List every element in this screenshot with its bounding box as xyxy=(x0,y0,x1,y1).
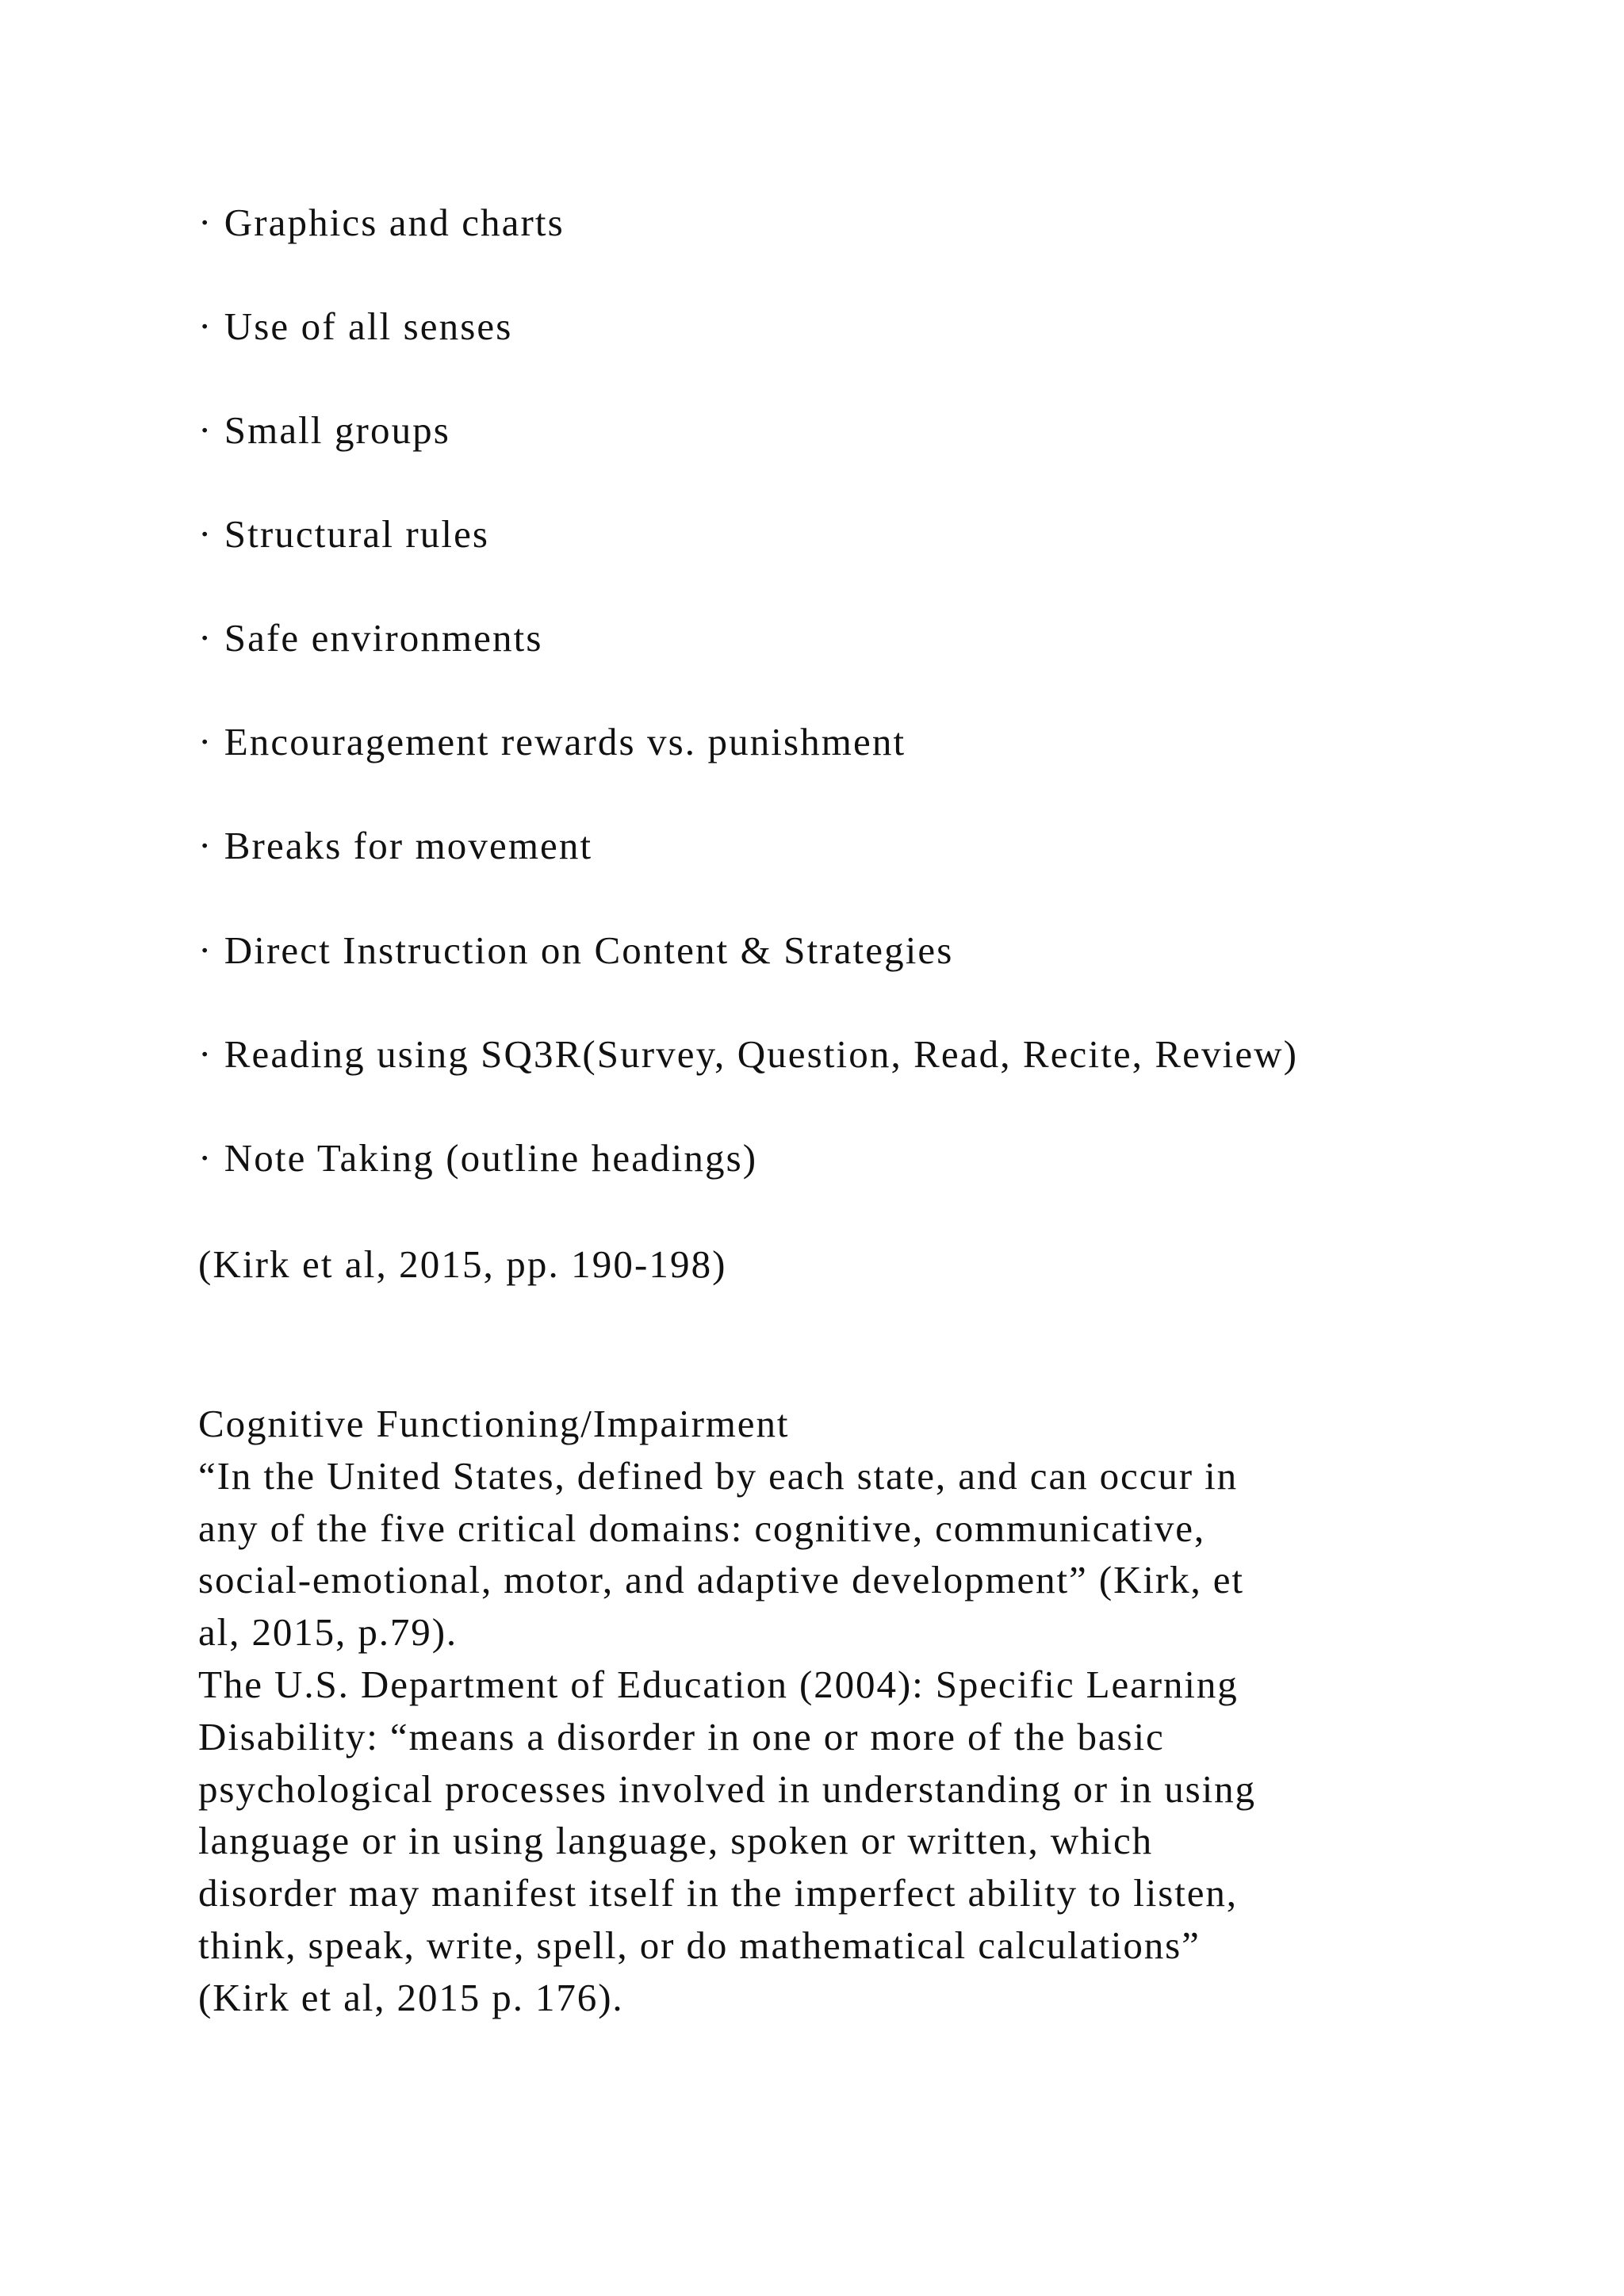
bullet-list-citation: (Kirk et al, 2015, pp. 190-198) xyxy=(198,1242,727,1286)
paragraph-line: “In the United States, defined by each state, and can occur in xyxy=(198,1453,1239,1498)
bullet-item: · Graphics and charts xyxy=(198,201,565,244)
bullet-item: · Direct Instruction on Content & Strategies xyxy=(198,928,954,972)
bullet-item: · Reading using SQ3R(Survey, Question, Read, Recite, Review) xyxy=(198,1032,1299,1076)
bullet-item: · Structural rules xyxy=(198,512,490,556)
bullet-item: · Encouragement rewards vs. punishment xyxy=(198,720,906,763)
bullet-item: · Use of all senses xyxy=(198,304,513,348)
bullet-item: · Note Taking (outline headings) xyxy=(198,1136,758,1180)
bullet-item: · Breaks for movement xyxy=(198,824,593,867)
paragraph-line: (Kirk et al, 2015 p. 176). xyxy=(198,1975,624,2019)
paragraph-line: The U.S. Department of Education (2004): Specific Learning xyxy=(198,1662,1239,1706)
bullet-item: · Small groups xyxy=(198,408,450,452)
paragraph-line: disorder may manifest itself in the imperfect ability to listen, xyxy=(198,1871,1238,1915)
paragraph-line: al, 2015, p.79). xyxy=(198,1610,458,1655)
paragraph-line: psychological processes involved in understanding or in using xyxy=(198,1766,1256,1811)
section-heading: Cognitive Functioning/Impairment xyxy=(198,1402,790,1445)
paragraph-line: think, speak, write, spell, or do mathematical calculations” xyxy=(198,1923,1201,1967)
paragraph-line: any of the five critical domains: cognitive, communicative, xyxy=(198,1506,1206,1550)
cognitive-functioning-section xyxy=(198,1398,1546,2024)
paragraph-line: language or in using language, spoken or written, which xyxy=(198,1819,1154,1863)
paragraph-line: social-emotional, motor, and adaptive development” (Kirk, et xyxy=(198,1558,1244,1602)
paragraph-line: Disability: “means a disorder in one or more of the basic xyxy=(198,1714,1165,1758)
bullet-item: · Safe environments xyxy=(198,616,543,660)
